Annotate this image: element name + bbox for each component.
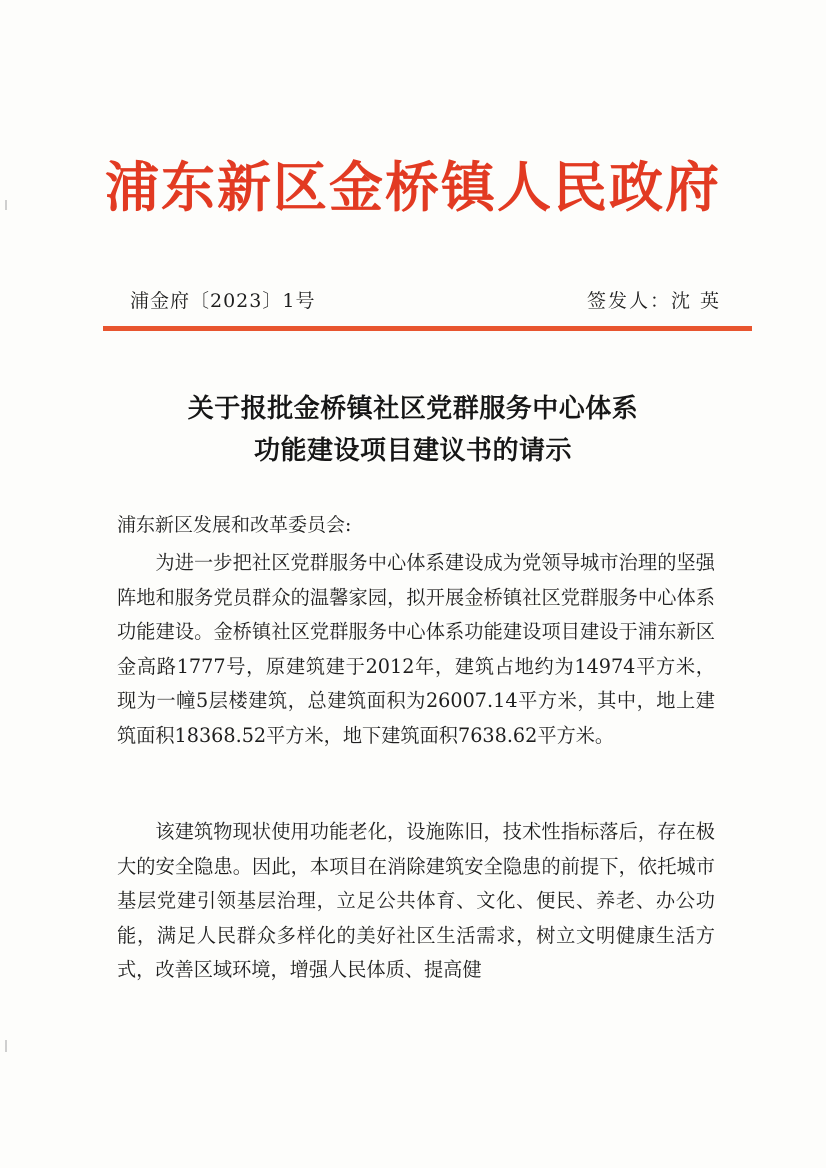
body-paragraph-1: 为进一步把社区党群服务中心体系建设成为党领导城市治理的坚强阵地和服务党员群众的温馨家园，拟开展金桥镇社区党群服务中心体系功能建设。金桥镇社区党群服务中心体系功能建设项目建设于浦东新区金高路1777号，原建筑建于2012年，建筑占地约为14974平方米，现为一幢5层楼建筑，总建筑面积为26007.14平方米，其中，地上建筑面积18368.52平方米，地下建筑面积7638.62平方米。: [117, 551, 715, 747]
title-line-1: 关于报批金桥镇社区党群服务中心体系: [187, 394, 639, 424]
red-divider-line: [103, 326, 752, 331]
body-paragraph-2: 该建筑物现状使用功能老化，设施陈旧，技术性指标落后，存在极大的安全隐患。因此，本项目在消除建筑安全隐患的前提下，依托城市基层党建引领基层治理，立足公共体育、文化、便民、养老、办公功能，满足人民群众多样化的美好社区生活需求，树立文明健康生活方式，改善区域环境，增强人民体质、提高健: [117, 820, 715, 981]
document-number: 浦金府〔2023〕1号: [130, 290, 316, 312]
salutation: 浦东新区发展和改革委员会:: [117, 514, 352, 536]
document-title: [0, 388, 826, 472]
scan-mark: [5, 1040, 7, 1052]
issuer-heading: 浦东新区金桥镇人民政府: [105, 155, 721, 219]
signer: 签发人：沈 英: [586, 290, 721, 312]
title-line-2: 功能建设项目建议书的请示: [253, 436, 572, 466]
